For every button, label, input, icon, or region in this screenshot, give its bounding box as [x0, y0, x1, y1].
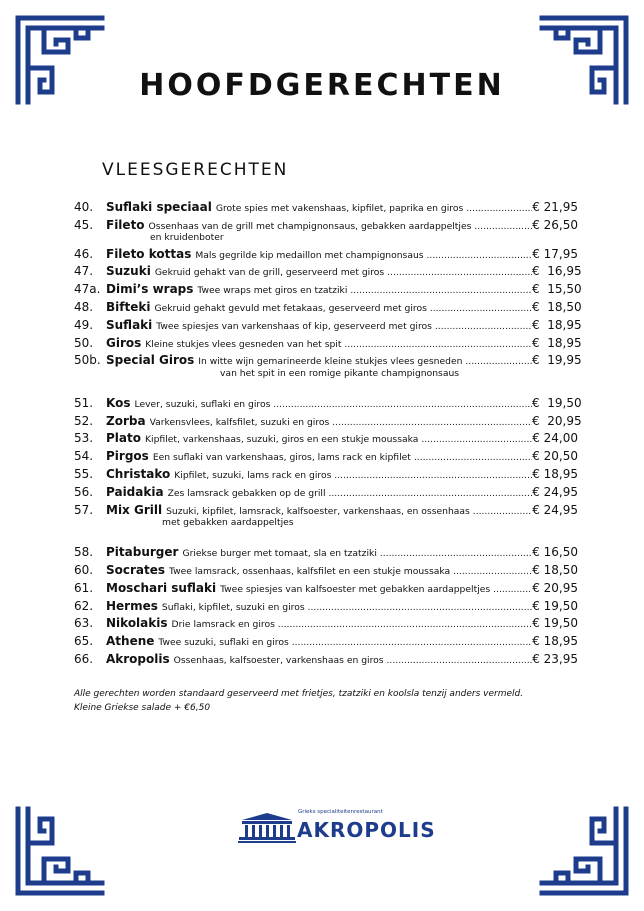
menu-item-description: Gekruid gehakt gevuld met fetakaas, geserveerd met giros ..... — [154, 303, 532, 314]
menu-item-price: € 21,95 — [532, 200, 578, 214]
menu-item-name: Dimi’s wraps — [106, 282, 194, 297]
logo-tagline: Grieks specialiteitenrestaurant — [298, 809, 383, 815]
menu-item-description: In witte wijn gemarineerde kleine stukjes vlees gesneden ..... — [198, 356, 532, 367]
menu-item-name: Fileto kottas — [106, 246, 192, 261]
menu-item-price: € 20,95 — [532, 413, 582, 428]
menu-item-number: 61. — [74, 580, 94, 595]
menu-item — [74, 503, 578, 530]
menu-item-description: Ossenhaas, kalfsoester, varkenshaas en giros ..... — [174, 655, 532, 666]
menu-item-number: 49. — [74, 317, 94, 332]
menu-item-name: Hermes — [106, 598, 158, 613]
menu-item-price: € 18,95 — [532, 634, 578, 649]
menu-item-price: € 23,95 — [532, 651, 578, 666]
menu-item — [74, 449, 578, 465]
menu-item-description: Kipfilet, varkenshaas, suzuki, giros en een stukje moussaka ..... — [145, 434, 532, 445]
menu-item-description: Twee suzuki, suflaki en giros ..... — [158, 637, 532, 648]
menu-item-description: Een suflaki van varkenshaas, giros, lams rack en kipfilet ..... — [153, 452, 532, 463]
menu-item-price: € 16,95 — [532, 264, 582, 279]
menu-item-number: 51. — [74, 395, 94, 410]
menu-item-price: € 19,50 — [532, 598, 578, 613]
menu-item-description: Gekruid gehakt van de grill, geserveerd met giros ..... — [155, 267, 532, 278]
menu-item-price: € 24,95 — [532, 484, 578, 499]
menu-item-price: € 24,95 — [532, 502, 578, 517]
menu-item-description-continued: van het spit in een romige pikante champignonsaus — [220, 367, 460, 379]
menu-item-number: 65. — [74, 634, 94, 649]
menu-item — [74, 395, 582, 412]
menu-item — [74, 467, 578, 483]
menu-item-description: Drie lamsrack en giros ..... — [172, 619, 532, 630]
menu-item-description: Lever, suzuki, suflaki en giros ..... — [134, 399, 532, 410]
menu-item-name: Mix Grill — [106, 502, 163, 517]
menu-item-name: Moschari suflaki — [106, 580, 217, 595]
menu-item-name: Socrates — [106, 562, 166, 577]
menu-item — [74, 200, 578, 216]
menu-item-price: € 19,50 — [532, 616, 578, 631]
menu-item-description: Twee wraps met giros en tzatziki ..... — [197, 285, 532, 296]
temple-logo-icon — [238, 812, 296, 844]
menu-item-description: Varkensvlees, kalfsfilet, suzuki en giros ..... — [150, 417, 532, 428]
logo-name: AKROPOLIS — [297, 818, 436, 842]
menu-item-number: 60. — [74, 562, 94, 577]
menu-item-price: € 19,95 — [532, 353, 582, 368]
menu-item-number: 55. — [74, 467, 94, 482]
menu-item-name: Zorba — [106, 413, 146, 428]
menu-item — [74, 652, 578, 668]
menu-item — [74, 599, 578, 615]
menu-item — [74, 317, 582, 334]
menu-item-price: € 16,50 — [532, 545, 578, 560]
menu-item-name: Bifteki — [106, 299, 151, 314]
menu-item-description: Suflaki, kipfilet, suzuki en giros ..... — [162, 602, 532, 613]
menu-item-description: Suzuki, kipfilet, lamsrack, kalfsoester, varkenshaas, en ossenhaas ..... — [166, 506, 532, 517]
menu-item — [74, 563, 578, 579]
greek-key-corner-ornament — [538, 805, 630, 897]
menu-item-number: 52. — [74, 413, 94, 428]
menu-item — [74, 299, 582, 316]
menu-item-description: Kleine stukjes vlees gesneden van het spit ..... — [145, 339, 532, 350]
page-title: HOOFDGERECHTEN — [139, 68, 505, 103]
menu-item-description: Twee spiesjes van varkenshaas of kip, geserveerd met giros ..... — [156, 321, 532, 332]
menu-item-number: 47. — [74, 264, 94, 279]
menu-list — [74, 200, 582, 670]
menu-item-number: 54. — [74, 449, 94, 464]
menu-item-price: € 18,95 — [532, 467, 578, 482]
menu-item-number: 48. — [74, 299, 94, 314]
menu-item-name: Suflaki — [106, 317, 153, 332]
menu-item — [74, 634, 578, 650]
menu-item — [74, 282, 582, 298]
menu-item-name: Suflaki speciaal — [106, 200, 212, 214]
menu-item-description: Zes lamsrack gebakken op de grill ..... — [168, 488, 532, 499]
menu-item — [74, 218, 578, 245]
menu-item-price: € 18,95 — [532, 317, 582, 332]
menu-item-price: € 18,50 — [532, 562, 578, 577]
menu-item — [74, 616, 578, 632]
menu-item — [74, 335, 582, 352]
menu-item-name: Akropolis — [106, 651, 170, 666]
menu-item-name: Pirgos — [106, 449, 149, 464]
menu-item-number: 50. — [74, 335, 94, 350]
menu-item — [74, 431, 578, 447]
menu-item-price: € 26,50 — [532, 217, 578, 232]
menu-item-description-continued: met gebakken aardappeltjes — [162, 517, 294, 529]
menu-item-description: Mals gegrilde kip medaillon met champignonsaus ..... — [195, 250, 532, 261]
menu-item-name: Athene — [106, 634, 155, 649]
menu-item-name: Nikolakis — [106, 616, 168, 631]
menu-item-name: Kos — [106, 395, 131, 410]
menu-item-price: € 18,50 — [532, 299, 582, 314]
menu-item-number: 66. — [74, 651, 94, 666]
menu-item — [74, 353, 582, 380]
menu-item-name: Special Giros — [106, 353, 195, 368]
menu-item — [74, 581, 578, 597]
menu-item-number: 53. — [74, 431, 94, 446]
menu-item-description-continued: en kruidenboter — [150, 232, 224, 244]
menu-item — [74, 264, 582, 280]
menu-item-number: 56. — [74, 484, 94, 499]
menu-item-price: € 17,95 — [532, 246, 578, 261]
menu-item-description: Griekse burger met tomaat, sla en tzatziki ..... — [182, 548, 532, 559]
menu-item-number: 50b. — [74, 353, 101, 368]
menu-item — [74, 485, 578, 501]
menu-item-name: Suzuki — [106, 264, 151, 279]
footnote — [74, 687, 574, 715]
menu-item — [74, 545, 578, 561]
menu-item-name: Pitaburger — [106, 545, 179, 560]
menu-item — [74, 413, 582, 430]
menu-item-description: Ossenhaas van de grill met champignonsaus, gebakken aardappeltjes ..... — [149, 221, 532, 232]
menu-item-name: Fileto — [106, 217, 145, 232]
menu-item-price: € 20,95 — [532, 580, 578, 595]
footnote-line: Kleine Griekse salade + €6,50 — [74, 703, 211, 713]
menu-item-description: Grote spies met vakenshaas, kipfilet, paprika en giros ..... — [216, 203, 532, 214]
menu-item — [74, 247, 578, 263]
menu-item-number: 45. — [74, 217, 94, 232]
menu-item-price: € 20,50 — [532, 449, 578, 464]
menu-item-description: Twee lamsrack, ossenhaas, kalfsfilet en een stukje moussaka ..... — [169, 566, 532, 577]
menu-item-name: Giros — [106, 335, 142, 350]
menu-item-number: 63. — [74, 616, 94, 631]
menu-item-name: Christako — [106, 467, 171, 482]
menu-item-number: 46. — [74, 246, 94, 261]
menu-item-number: 57. — [74, 502, 94, 517]
menu-item-name: Paidakia — [106, 484, 164, 499]
menu-item-number: 47a. — [74, 282, 101, 297]
menu-item-description: Twee spiesjes van kalfsoester met gebakken aardappeltjes ..... — [220, 584, 532, 595]
menu-item-number: 58. — [74, 545, 94, 560]
menu-item-number: 40. — [74, 200, 94, 214]
menu-item-number: 62. — [74, 598, 94, 613]
menu-item-price: € 15,50 — [532, 282, 582, 297]
menu-item-price: € 18,95 — [532, 335, 582, 350]
section-title: VLEESGERECHTEN — [102, 160, 289, 180]
greek-key-corner-ornament — [14, 805, 106, 897]
footnote-line: Alle gerechten worden standaard geserveerd met frietjes, tzatziki en koolsla tenzij anders vermeld. — [74, 689, 524, 699]
menu-item-description: Kipfilet, suzuki, lams rack en giros ..... — [174, 470, 532, 481]
menu-item-name: Plato — [106, 431, 141, 446]
menu-item-price: € 24,00 — [532, 431, 578, 446]
menu-item-price: € 19,50 — [532, 395, 582, 410]
